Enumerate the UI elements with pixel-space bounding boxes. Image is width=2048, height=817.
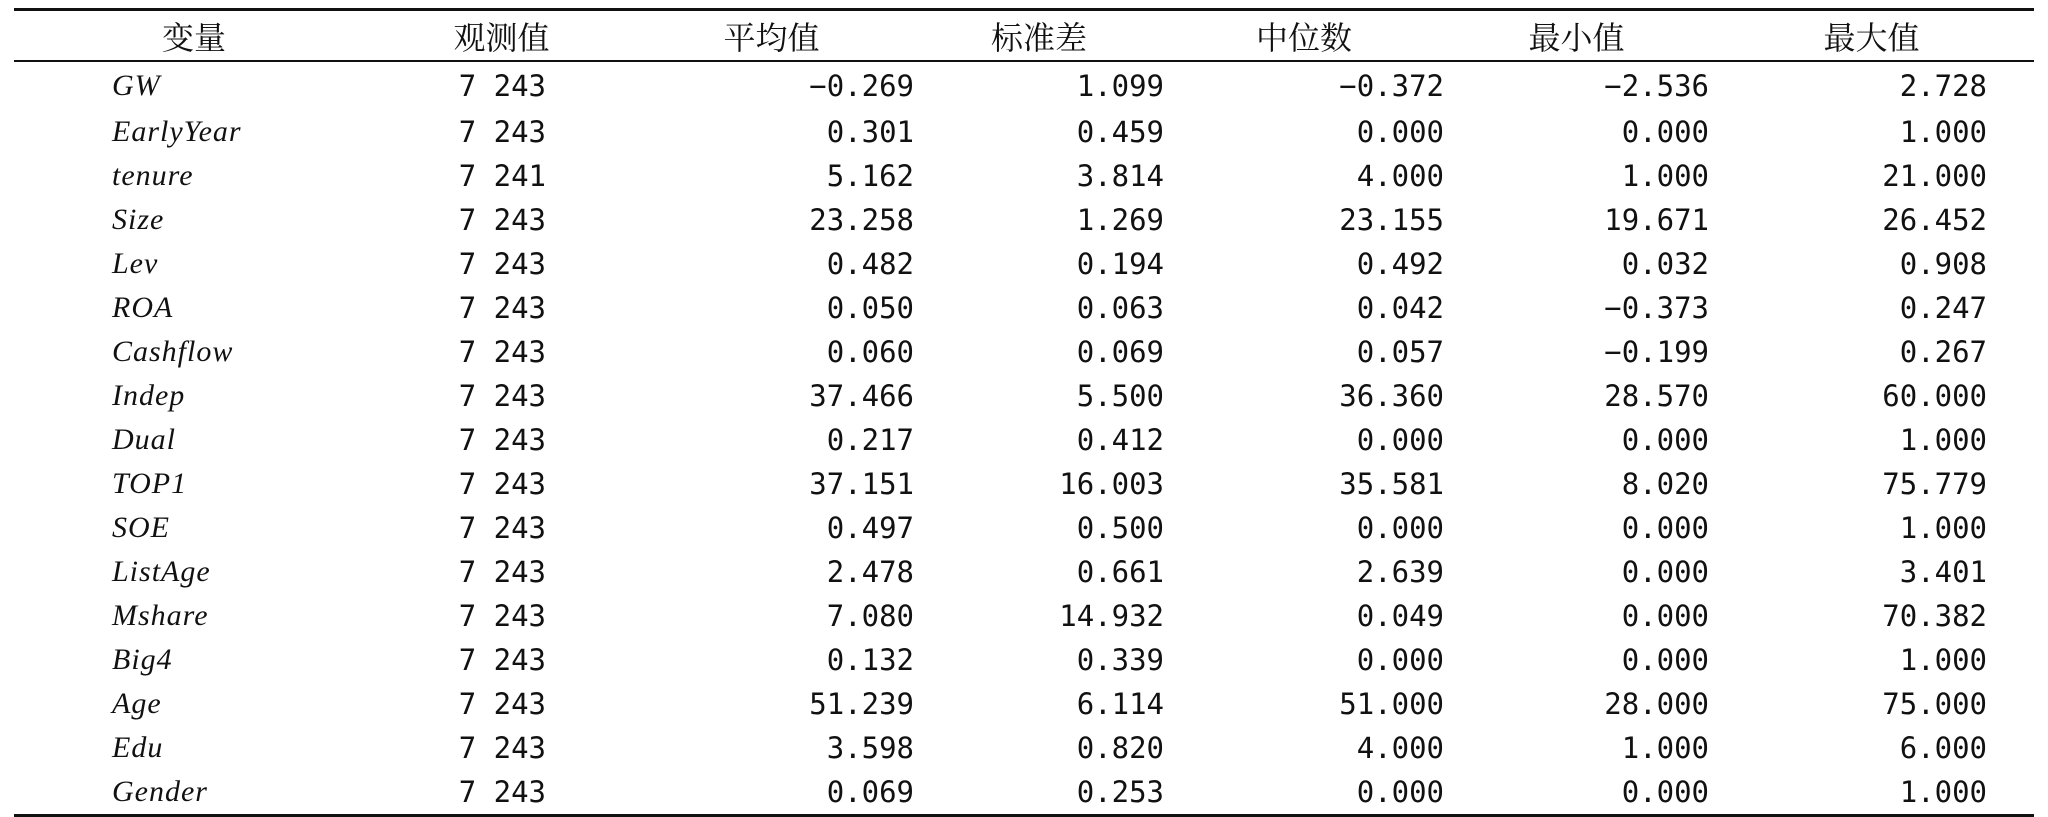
table-row bbox=[14, 638, 2034, 682]
cell-max: 1.000 bbox=[1899, 423, 1987, 457]
cell-variable: GW bbox=[112, 69, 161, 102]
cell-obs: 7 243 bbox=[458, 379, 546, 413]
cell-mean: 3.598 bbox=[826, 731, 914, 765]
cell-sd: 14.932 bbox=[1059, 599, 1164, 633]
cell-variable: ROA bbox=[112, 291, 174, 324]
cell-median: −0.372 bbox=[1339, 69, 1444, 103]
cell-obs: 7 243 bbox=[458, 335, 546, 369]
cell-median: 0.000 bbox=[1356, 115, 1444, 149]
cell-obs: 7 243 bbox=[458, 687, 546, 721]
cell-mean: 0.217 bbox=[826, 423, 914, 457]
table-row bbox=[14, 154, 2034, 198]
cell-min: 28.570 bbox=[1604, 379, 1709, 413]
cell-obs: 7 243 bbox=[458, 467, 546, 501]
cell-sd: 0.253 bbox=[1076, 775, 1164, 809]
cell-max: 3.401 bbox=[1899, 555, 1987, 589]
cell-obs: 7 243 bbox=[458, 115, 546, 149]
cell-sd: 16.003 bbox=[1059, 467, 1164, 501]
cell-sd: 1.099 bbox=[1076, 69, 1164, 103]
cell-median: 0.057 bbox=[1356, 335, 1444, 369]
cell-max: 0.247 bbox=[1899, 291, 1987, 325]
cell-max: 2.728 bbox=[1899, 69, 1987, 103]
cell-mean: 37.151 bbox=[809, 467, 914, 501]
cell-median: 0.042 bbox=[1356, 291, 1444, 325]
descriptive-statistics-table bbox=[14, 8, 2034, 817]
cell-sd: 0.339 bbox=[1076, 643, 1164, 677]
cell-mean: 0.050 bbox=[826, 291, 914, 325]
table-row bbox=[14, 462, 2034, 506]
cell-median: 0.000 bbox=[1356, 643, 1444, 677]
cell-variable: Size bbox=[112, 203, 165, 236]
cell-min: 0.000 bbox=[1621, 423, 1709, 457]
cell-mean: 0.069 bbox=[826, 775, 914, 809]
descriptive-statistics-table-container bbox=[14, 8, 2034, 817]
cell-mean: 5.162 bbox=[826, 159, 914, 193]
cell-obs: 7 243 bbox=[458, 599, 546, 633]
cell-median: 51.000 bbox=[1339, 687, 1444, 721]
cell-max: 1.000 bbox=[1899, 115, 1987, 149]
table-row bbox=[14, 550, 2034, 594]
cell-max: 21.000 bbox=[1882, 159, 1987, 193]
cell-sd: 5.500 bbox=[1076, 379, 1164, 413]
table-row bbox=[14, 506, 2034, 550]
table-row bbox=[14, 726, 2034, 770]
cell-max: 0.267 bbox=[1899, 335, 1987, 369]
cell-median: 35.581 bbox=[1339, 467, 1444, 501]
header-max: 最大值 bbox=[1823, 18, 1920, 57]
cell-max: 1.000 bbox=[1899, 643, 1987, 677]
cell-min: 28.000 bbox=[1604, 687, 1709, 721]
cell-median: 0.492 bbox=[1356, 247, 1444, 281]
table-row bbox=[14, 110, 2034, 154]
cell-max: 0.908 bbox=[1899, 247, 1987, 281]
cell-obs: 7 243 bbox=[458, 203, 546, 237]
table-row bbox=[14, 330, 2034, 374]
cell-sd: 0.412 bbox=[1076, 423, 1164, 457]
cell-variable: SOE bbox=[112, 511, 170, 544]
cell-sd: 3.814 bbox=[1076, 159, 1164, 193]
cell-min: 8.020 bbox=[1621, 467, 1709, 501]
cell-obs: 7 243 bbox=[458, 69, 546, 103]
cell-min: −0.373 bbox=[1604, 291, 1709, 325]
header-row bbox=[14, 10, 2034, 62]
cell-variable: Dual bbox=[112, 423, 176, 456]
cell-mean: 2.478 bbox=[826, 555, 914, 589]
cell-sd: 0.063 bbox=[1076, 291, 1164, 325]
cell-variable: Gender bbox=[112, 775, 208, 808]
cell-sd: 6.114 bbox=[1076, 687, 1164, 721]
cell-min: 0.032 bbox=[1621, 247, 1709, 281]
cell-min: 19.671 bbox=[1604, 203, 1709, 237]
cell-variable: TOP1 bbox=[112, 467, 188, 500]
cell-mean: 0.482 bbox=[826, 247, 914, 281]
header-mean: 平均值 bbox=[723, 18, 820, 57]
table-row bbox=[14, 682, 2034, 726]
cell-obs: 7 243 bbox=[458, 423, 546, 457]
cell-mean: 0.497 bbox=[826, 511, 914, 545]
cell-mean: 0.060 bbox=[826, 335, 914, 369]
cell-min: 0.000 bbox=[1621, 643, 1709, 677]
cell-min: −2.536 bbox=[1604, 69, 1709, 103]
cell-obs: 7 243 bbox=[458, 247, 546, 281]
cell-max: 75.000 bbox=[1882, 687, 1987, 721]
cell-variable: Cashflow bbox=[112, 335, 234, 368]
cell-median: 0.000 bbox=[1356, 423, 1444, 457]
table-row bbox=[14, 770, 2034, 816]
cell-max: 60.000 bbox=[1882, 379, 1987, 413]
cell-sd: 0.459 bbox=[1076, 115, 1164, 149]
table-row bbox=[14, 286, 2034, 330]
header-variable: 变量 bbox=[161, 18, 226, 57]
cell-max: 75.779 bbox=[1882, 467, 1987, 501]
cell-variable: Big4 bbox=[112, 643, 173, 676]
table-row bbox=[14, 374, 2034, 418]
cell-obs: 7 243 bbox=[458, 511, 546, 545]
cell-max: 26.452 bbox=[1882, 203, 1987, 237]
cell-sd: 0.194 bbox=[1076, 247, 1164, 281]
cell-max: 1.000 bbox=[1899, 775, 1987, 809]
cell-max: 1.000 bbox=[1899, 511, 1987, 545]
cell-median: 0.000 bbox=[1356, 511, 1444, 545]
cell-variable: Edu bbox=[112, 731, 164, 764]
cell-max: 6.000 bbox=[1899, 731, 1987, 765]
cell-mean: 0.301 bbox=[826, 115, 914, 149]
table-row bbox=[14, 594, 2034, 638]
cell-min: 1.000 bbox=[1621, 731, 1709, 765]
table-row bbox=[14, 61, 2034, 110]
table-row bbox=[14, 242, 2034, 286]
header-obs: 观测值 bbox=[453, 18, 550, 57]
cell-variable: EarlyYear bbox=[112, 115, 242, 148]
cell-mean: 37.466 bbox=[809, 379, 914, 413]
header-min: 最小值 bbox=[1528, 18, 1625, 57]
cell-median: 4.000 bbox=[1356, 731, 1444, 765]
cell-variable: tenure bbox=[112, 159, 194, 192]
cell-median: 0.000 bbox=[1356, 775, 1444, 809]
cell-min: 0.000 bbox=[1621, 115, 1709, 149]
cell-sd: 0.500 bbox=[1076, 511, 1164, 545]
cell-min: 0.000 bbox=[1621, 555, 1709, 589]
cell-obs: 7 241 bbox=[458, 159, 546, 193]
cell-variable: Indep bbox=[112, 379, 186, 412]
cell-min: 0.000 bbox=[1621, 599, 1709, 633]
cell-variable: Lev bbox=[112, 247, 159, 280]
cell-median: 36.360 bbox=[1339, 379, 1444, 413]
cell-min: 0.000 bbox=[1621, 775, 1709, 809]
cell-sd: 1.269 bbox=[1076, 203, 1164, 237]
cell-variable: Mshare bbox=[112, 599, 209, 632]
cell-obs: 7 243 bbox=[458, 643, 546, 677]
cell-median: 23.155 bbox=[1339, 203, 1444, 237]
table-row bbox=[14, 198, 2034, 242]
cell-median: 2.639 bbox=[1356, 555, 1444, 589]
cell-min: 0.000 bbox=[1621, 511, 1709, 545]
header-sd: 标准差 bbox=[990, 18, 1087, 57]
cell-obs: 7 243 bbox=[458, 775, 546, 809]
cell-median: 4.000 bbox=[1356, 159, 1444, 193]
cell-obs: 7 243 bbox=[458, 555, 546, 589]
cell-mean: −0.269 bbox=[809, 69, 914, 103]
cell-mean: 23.258 bbox=[809, 203, 914, 237]
cell-sd: 0.069 bbox=[1076, 335, 1164, 369]
cell-variable: ListAge bbox=[112, 555, 211, 588]
cell-sd: 0.820 bbox=[1076, 731, 1164, 765]
cell-sd: 0.661 bbox=[1076, 555, 1164, 589]
header-median: 中位数 bbox=[1255, 18, 1352, 57]
table-row bbox=[14, 418, 2034, 462]
cell-mean: 7.080 bbox=[826, 599, 914, 633]
cell-min: 1.000 bbox=[1621, 159, 1709, 193]
cell-variable: Age bbox=[112, 687, 162, 720]
cell-min: −0.199 bbox=[1604, 335, 1709, 369]
table-body bbox=[14, 61, 2034, 816]
cell-obs: 7 243 bbox=[458, 291, 546, 325]
cell-mean: 0.132 bbox=[826, 643, 914, 677]
cell-mean: 51.239 bbox=[809, 687, 914, 721]
cell-obs: 7 243 bbox=[458, 731, 546, 765]
cell-median: 0.049 bbox=[1356, 599, 1444, 633]
cell-max: 70.382 bbox=[1882, 599, 1987, 633]
